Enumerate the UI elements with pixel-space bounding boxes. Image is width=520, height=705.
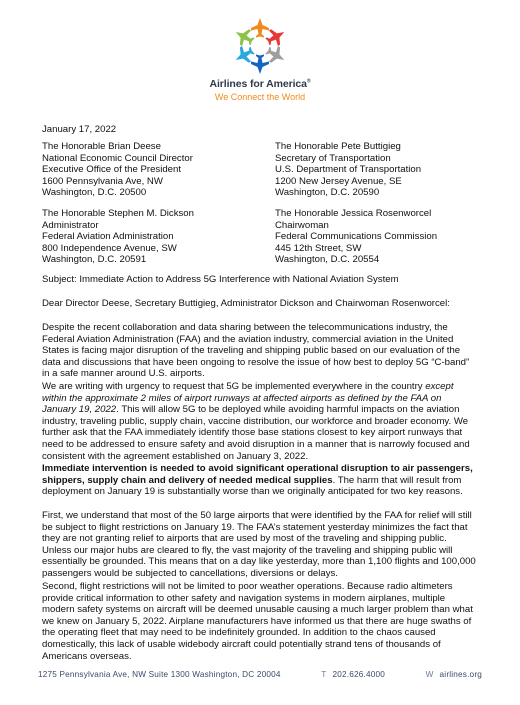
footer-website[interactable]: W airlines.org bbox=[425, 670, 482, 679]
letterhead-logo bbox=[205, 16, 315, 114]
paragraph-text: . This will allow 5G to be deployed while avoiding harmful impacts on the aviation industry, traveling public, supply chain, vaccine distribution, our workforce and broader economy. We further ask that the FAA immediately identify those base stations closest to key airport runways that need to be addressed to ensure safety and avoid disruption in a manner that is narrowly focused and consistent with the agreement established on January 3, 2022. bbox=[42, 404, 470, 462]
recipient-line: 800 Independence Avenue, SW bbox=[42, 242, 177, 254]
recipient-line: Administrator bbox=[42, 219, 99, 231]
recipient-line: 445 12th Street, SW bbox=[275, 242, 362, 254]
letterhead-footer bbox=[38, 670, 482, 679]
letter-date: January 17, 2022 bbox=[42, 124, 117, 135]
recipient-line: Chairwoman bbox=[275, 219, 329, 231]
recipient-line: Washington, D.C. 20591 bbox=[42, 254, 147, 266]
recipient-line: Secretary of Transportation bbox=[275, 152, 391, 164]
org-tagline: We Connect the World bbox=[214, 92, 306, 102]
recipient-block-buttigieg bbox=[275, 141, 421, 199]
body-paragraph-5: Second, flight restrictions will not be limited to poor weather operations. Because radio altimeters provide critical information to other safety and navigation systems in modern airplanes, multiple modern safety systems on aircraft will be deemed unusable causing a much larger problem than what we knew on January 5, 2022. Airplane manufacturers have informed us that there are huge swaths of the operating fleet that may need to be indefinitely grounded. In addition to the chaos caused domestically, this lack of usable widebody aircraft could potentially strand tens of thousands of Americans overseas. bbox=[42, 581, 473, 662]
body-paragraph-3 bbox=[42, 463, 478, 498]
recipient-line: National Economic Council Director bbox=[42, 152, 193, 164]
recipient-line: Federal Communications Commission bbox=[275, 231, 438, 243]
paragraph-text: . The harm that will result from deployment on January 19 is substantially worse than we originally anticipated for two key reasons. bbox=[42, 474, 463, 498]
subject-line: Subject: Immediate Action to Address 5G Interference with National Aviation System bbox=[42, 274, 399, 285]
body-paragraph-1: Despite the recent collaboration and data sharing between the telecommunications industry, the Federal Aviation Administration (FAA) and the aviation industry, commercial aviation in the United States is facing major disruption of the traveling and shipping public based on our evaluation of the data and discussions that have been ongoing to resolve the issue of how best to deploy 5G “C-band” in a safe manner around U.S. airports. bbox=[42, 322, 470, 380]
recipient-line: Washington, D.C. 20554 bbox=[275, 254, 380, 266]
airplane-ring-icon bbox=[225, 16, 295, 78]
recipient-line: U.S. Department of Transportation bbox=[275, 164, 422, 176]
recipient-line: 1600 Pennsylvania Ave, NW bbox=[42, 175, 163, 187]
recipient-block-deese bbox=[42, 141, 193, 199]
recipient-line: The Honorable Jessica Rosenworcel bbox=[275, 208, 432, 219]
footer-address: 1275 Pennsylvania Ave, NW Suite 1300 Washington, DC 20004 bbox=[38, 670, 281, 679]
body-paragraph-4: First, we understand that most of the 50 large airports that were identified by the FAA for relief will still be subject to flight restrictions on January 19. The FAA’s statement yesterday minimizes the fact that they are not granting relief to airports that are used by most of the traveling and shipping public. Unless our major hubs are cleared to fly, the vast majority of the traveling and shipping public will essentially be grounded. This means that on a day like yesterday, more than 1,100 flights and 100,000 passengers would be subjected to cancellations, diversions or delays. bbox=[42, 510, 476, 579]
recipient-line: The Honorable Brian Deese bbox=[42, 141, 161, 152]
recipient-line: The Honorable Pete Buttigieg bbox=[275, 141, 401, 152]
body-paragraph-2 bbox=[42, 381, 478, 462]
paragraph-text: We are writing with urgency to request that 5G be implemented everywhere in the country bbox=[42, 381, 426, 392]
recipient-line: The Honorable Stephen M. Dickson bbox=[42, 208, 194, 219]
recipient-line: 1200 New Jersey Avenue, SE bbox=[275, 175, 402, 187]
recipient-block-rosenworcel bbox=[275, 208, 437, 266]
recipient-line: Washington, D.C. 20590 bbox=[275, 187, 380, 199]
bold-text: Immediate intervention is needed to avoid significant operational disruption to air passengers, shippers, supply chain and delivery of needed medical supplies bbox=[42, 463, 473, 486]
footer-phone: T 202.626.4000 bbox=[321, 670, 385, 679]
recipient-line: Executive Office of the President bbox=[42, 164, 182, 176]
emphasized-text: except within the approximate 2 miles of airport runways at affected airports as defined by the FAA on January 19, 2022 bbox=[42, 381, 454, 416]
salutation: Dear Director Deese, Secretary Buttigieg, Administrator Dickson and Chairwoman Rosenworcel: bbox=[42, 298, 450, 309]
recipient-line: Federal Aviation Administration bbox=[42, 231, 174, 243]
recipient-line: Washington, D.C. 20500 bbox=[42, 187, 147, 199]
recipient-block-dickson bbox=[42, 208, 194, 266]
org-name: Airlines for America® bbox=[209, 78, 311, 90]
